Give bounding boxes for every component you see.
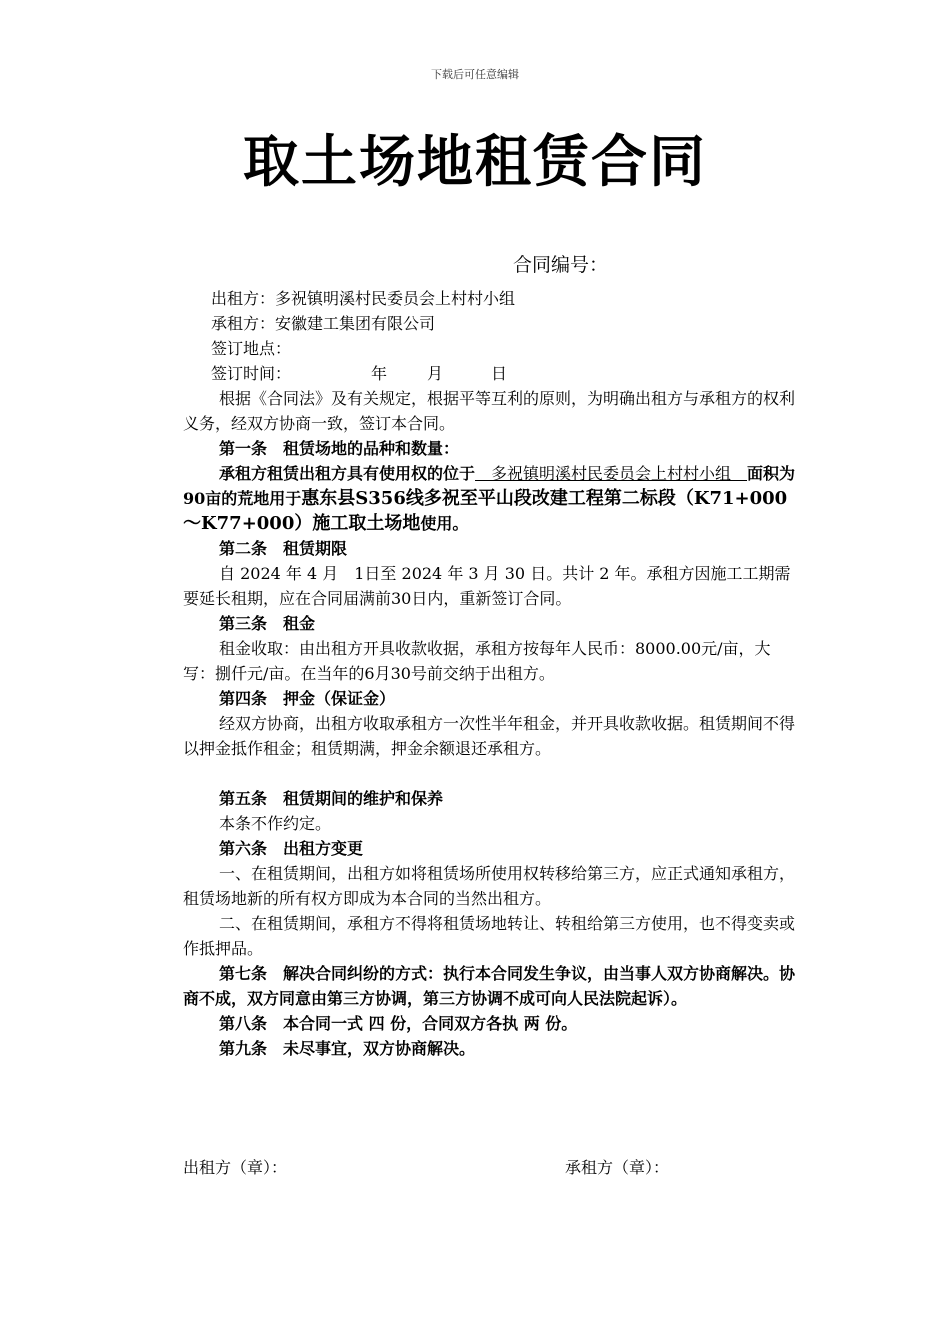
article-1-mid: 面积为90亩的荒地用于: [183, 464, 796, 508]
article-1-text: [183, 461, 797, 536]
contract-number-label: 合同编号：: [513, 254, 609, 276]
signing-place: 签订地点：: [211, 339, 292, 358]
article-6-heading: 第六条 出租方变更: [219, 839, 364, 858]
article-6-paragraph-2: 二、在租赁期间，承租方不得将租赁场地转让、转租给第三方使用，也不得变卖或作抵押品。: [183, 914, 796, 958]
article-4-text: 经双方协商，出租方收取承租方一次性半年租金，并开具收款收据。租赁期间不得以押金抵作租金；租赁期满，押金余额退还承租方。: [183, 714, 796, 758]
contract-body: [183, 286, 797, 1061]
article-1-location: 多祝镇明溪村民委员会上村村小组: [475, 464, 748, 483]
day-label: 日: [491, 364, 508, 383]
article-3-text: 租金收取：由出租方开具收款收据，承租方按每年人民币：8000.00元/亩，大写：捌仟元/亩。在当年的6月30号前交纳于出租方。: [183, 639, 771, 683]
intro-paragraph: 根据《合同法》及有关规定，根据平等互利的原则，为明确出租方与承租方的权利义务，经双方协商一致，签订本合同。: [183, 389, 796, 433]
article-1-post: 使用。: [420, 514, 469, 533]
month-label: 月: [427, 364, 444, 383]
article-5-heading: 第五条 租赁期间的维护和保养: [219, 789, 444, 808]
article-7: 第七条 解决合同纠纷的方式：执行本合同发生争议，由当事人双方协商解决。协商不成，双方同意由第三方协调，第三方协调不成可向人民法院起诉）。: [183, 964, 796, 1008]
lessor-line: 出租方：多祝镇明溪村民委员会上村村小组: [211, 289, 516, 308]
article-2-heading: 第二条 租赁期限: [219, 539, 348, 558]
article-2-text: 自 2024 年 4 月 1日至 2024 年 3 月 30 日。共计 2 年。承租方因施工工期需要延长租期，应在合同届满前30日内，重新签订合同。: [183, 564, 791, 608]
header-note: 下载后可任意编辑: [431, 68, 519, 81]
article-3-heading: 第三条 租金: [219, 614, 316, 633]
article-1-pre: 承租方租赁出租方具有使用权的位于: [219, 464, 476, 483]
signing-time: [183, 361, 797, 386]
lessee-line: 承租方：安徽建工集团有限公司: [211, 314, 436, 333]
article-6-paragraph-1: 一、在租赁期间，出租方如将租赁场所使用权转移给第三方，应正式通知承租方，租赁场地新的所有权方即成为本合同的当然出租方。: [183, 864, 796, 908]
article-5-text: 本条不作约定。: [219, 814, 332, 833]
article-1-heading: 第一条 租赁场地的品种和数量：: [219, 439, 460, 458]
article-8: 第八条 本合同一式 四 份，合同双方各执 两 份。: [219, 1014, 578, 1033]
year-label: 年: [371, 364, 388, 383]
page-title: 取土场地租赁合同: [243, 130, 707, 195]
lessor-signature: 出租方（章）：: [183, 1158, 288, 1177]
article-4-heading: 第四条 押金（保证金）: [219, 689, 396, 708]
article-1-project: 惠东县S356线多祝至平山段改建工程第二标段（K71+000～K77+000）施工取土场地: [183, 488, 788, 534]
spacer: [183, 761, 797, 786]
article-9: 第九条 未尽事宜，双方协商解决。: [219, 1039, 476, 1058]
signing-time-label: 签订时间：: [211, 364, 292, 383]
lessee-signature: 承租方（章）：: [565, 1158, 670, 1177]
